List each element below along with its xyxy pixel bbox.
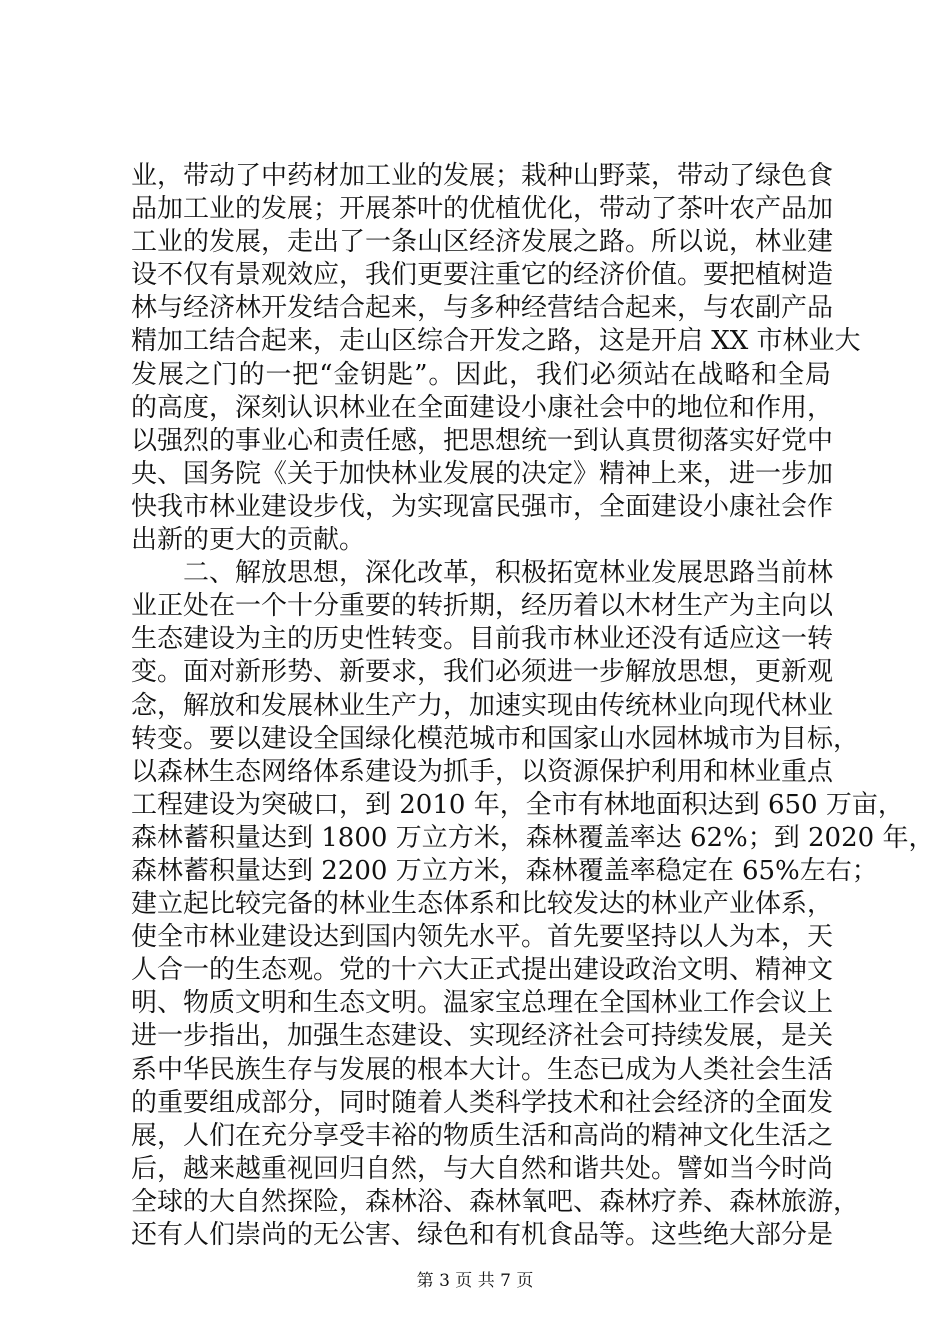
text-line: 以森林生态网络体系建设为抓手，以资源保护利用和林业重点 bbox=[131, 756, 834, 787]
text-line: 以强烈的事业心和责任感，把思想统一到认真贯彻落实好党中 bbox=[131, 425, 834, 456]
body-text bbox=[131, 160, 935, 1252]
text-line: 念，解放和发展林业生产力，加速实现由传统林业向现代林业 bbox=[131, 690, 834, 721]
text-line: 人合一的生态观。党的十六大正式提出建设政治文明、精神文 bbox=[131, 955, 834, 986]
text-line: 展，人们在充分享受丰裕的物质生活和高尚的精神文化生活之 bbox=[131, 1120, 834, 1151]
text-line: 业，带动了中药材加工业的发展；栽种山野菜，带动了绿色食 bbox=[131, 161, 834, 191]
text-line: 森林蓄积量达到 2200 万立方米，森林覆盖率稳定在 65%左右； bbox=[131, 855, 878, 886]
text-line: 全球的大自然探险，森林浴、森林氧吧、森林疗养、森林旅游， bbox=[131, 1186, 860, 1217]
text-line: 发展之门的一把“金钥匙”。因此，我们必须站在战略和全局 bbox=[131, 359, 831, 390]
text-line: 变。面对新形势、新要求，我们必须进一步解放思想，更新观 bbox=[131, 657, 834, 688]
text-line: 央、国务院《关于加快林业发展的决定》精神上来，进一步加 bbox=[131, 458, 834, 489]
text-line: 后，越来越重视回归自然，与大自然和谐共处。譬如当今时尚 bbox=[131, 1153, 834, 1184]
text-line: 业正处在一个十分重要的转折期，经历着以木材生产为主向以 bbox=[131, 591, 834, 622]
text-line: 进一步指出，加强生态建设、实现经济社会可持续发展，是关 bbox=[131, 1021, 834, 1052]
text-line: 工程建设为突破口，到 2010 年，全市有林地面积达到 650 万亩， bbox=[131, 789, 904, 820]
text-line: 森林蓄积量达到 1800 万立方米，森林覆盖率达 62%；到 2020 年， bbox=[131, 822, 935, 853]
text-line: 工业的发展，走出了一条山区经济发展之路。所以说，林业建 bbox=[131, 227, 834, 258]
text-line: 明、物质文明和生态文明。温家宝总理在全国林业工作会议上 bbox=[131, 988, 834, 1019]
text-line: 生态建设为主的历史性转变。目前我市林业还没有适应这一转 bbox=[131, 624, 834, 655]
text-line: 转变。要以建设全国绿化模范城市和国家山水园林城市为目标， bbox=[131, 723, 860, 754]
text-line: 还有人们崇尚的无公害、绿色和有机食品等。这些绝大部分是 bbox=[131, 1220, 834, 1250]
text-line: 的重要组成部分，同时随着人类科学技术和社会经济的全面发 bbox=[131, 1087, 834, 1118]
text-line: 精加工结合起来，走山区综合开发之路，这是开启 XX 市林业大 bbox=[131, 326, 861, 357]
page-footer: 第 3 页 共 7 页 bbox=[416, 1271, 534, 1291]
text-line: 的高度，深刻认识林业在全面建设小康社会中的地位和作用， bbox=[131, 392, 834, 423]
text-line: 出新的更大的贡献。 bbox=[131, 525, 366, 556]
text-line: 林与经济林开发结合起来，与多种经营结合起来，与农副产品 bbox=[131, 293, 834, 324]
text-line: 建立起比较完备的林业生态体系和比较发达的林业产业体系， bbox=[131, 889, 834, 920]
text-line: 快我市林业建设步伐，为实现富民强市，全面建设小康社会作 bbox=[131, 491, 834, 522]
text-line: 系中华民族生存与发展的根本大计。生态已成为人类社会生活 bbox=[131, 1054, 834, 1085]
text-line: 使全市林业建设达到国内领先水平。首先要坚持以人为本，天 bbox=[131, 922, 834, 953]
text-line: 品加工业的发展；开展茶叶的优植优化，带动了茶叶农产品加 bbox=[131, 194, 834, 225]
text-line: 设不仅有景观效应，我们更要注重它的经济价值。要把植树造 bbox=[131, 260, 834, 291]
text-line: 二、解放思想，深化改革，积极拓宽林业发展思路当前林 bbox=[131, 558, 834, 589]
